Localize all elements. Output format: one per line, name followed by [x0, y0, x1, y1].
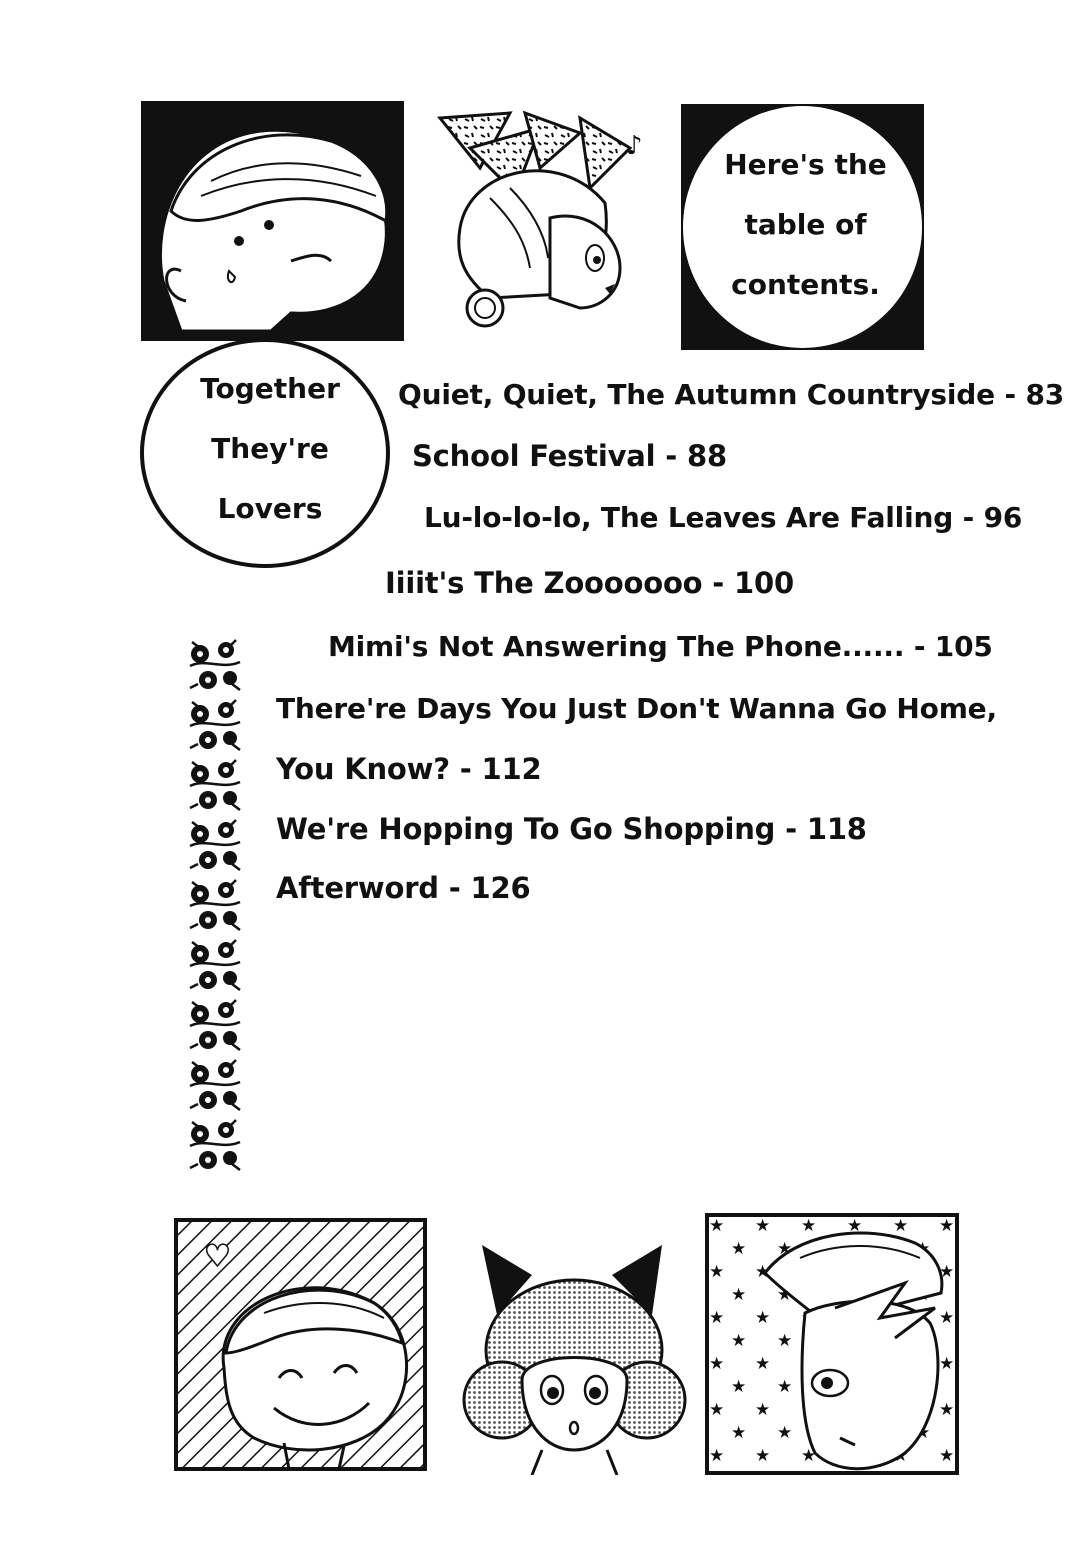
- smiling-boy-illustration: [174, 1218, 427, 1471]
- title-line-2: They're: [211, 432, 329, 465]
- toc-entry-1: Quiet, Quiet, The Autumn Countryside - 83: [398, 378, 1065, 411]
- boy-cap-illustration: [705, 1213, 959, 1475]
- toc-entry-2: School Festival - 88: [412, 439, 727, 473]
- toc-entry-5: Mimi's Not Answering The Phone...... - 105: [328, 630, 993, 663]
- toc-entry-3: Lu-lo-lo-lo, The Leaves Are Falling - 96: [424, 501, 1023, 534]
- girl-pigtails-illustration: [462, 1240, 687, 1475]
- toc-entry-8: We're Hopping To Go Shopping - 118: [276, 812, 867, 846]
- speech-bubble-line-3: contents.: [731, 268, 880, 301]
- toc-entry-9: Afterword - 126: [276, 871, 531, 905]
- toc-entry-4: Iiiit's The Zooooooo - 100: [385, 566, 794, 600]
- boy-face-illustration: [141, 101, 404, 341]
- boy-with-cap-panel: [705, 1213, 959, 1475]
- girl-with-bows-top-middle: [430, 108, 660, 333]
- title-line-3: Lovers: [217, 492, 323, 525]
- speech-bubble-panel: [681, 104, 924, 350]
- floral-vine-border: [186, 636, 244, 1178]
- toc-entry-6: There're Days You Just Don't Wanna Go Home,: [276, 692, 997, 725]
- toc-entry-7: You Know? - 112: [276, 752, 542, 786]
- girl-bows-illustration: [430, 108, 660, 333]
- speech-bubble-line-2: table of: [744, 208, 867, 241]
- girl-with-pigtails: [462, 1240, 687, 1475]
- music-note-icon: ♪: [626, 131, 643, 161]
- boy-face-panel-top-left: [141, 101, 404, 341]
- heart-icon: ♥: [204, 1239, 231, 1274]
- floral-vine-icon: [186, 636, 244, 1178]
- smiling-boy-panel: [174, 1218, 427, 1471]
- title-line-1: Together: [200, 372, 340, 405]
- speech-bubble-line-1: Here's the: [724, 148, 887, 181]
